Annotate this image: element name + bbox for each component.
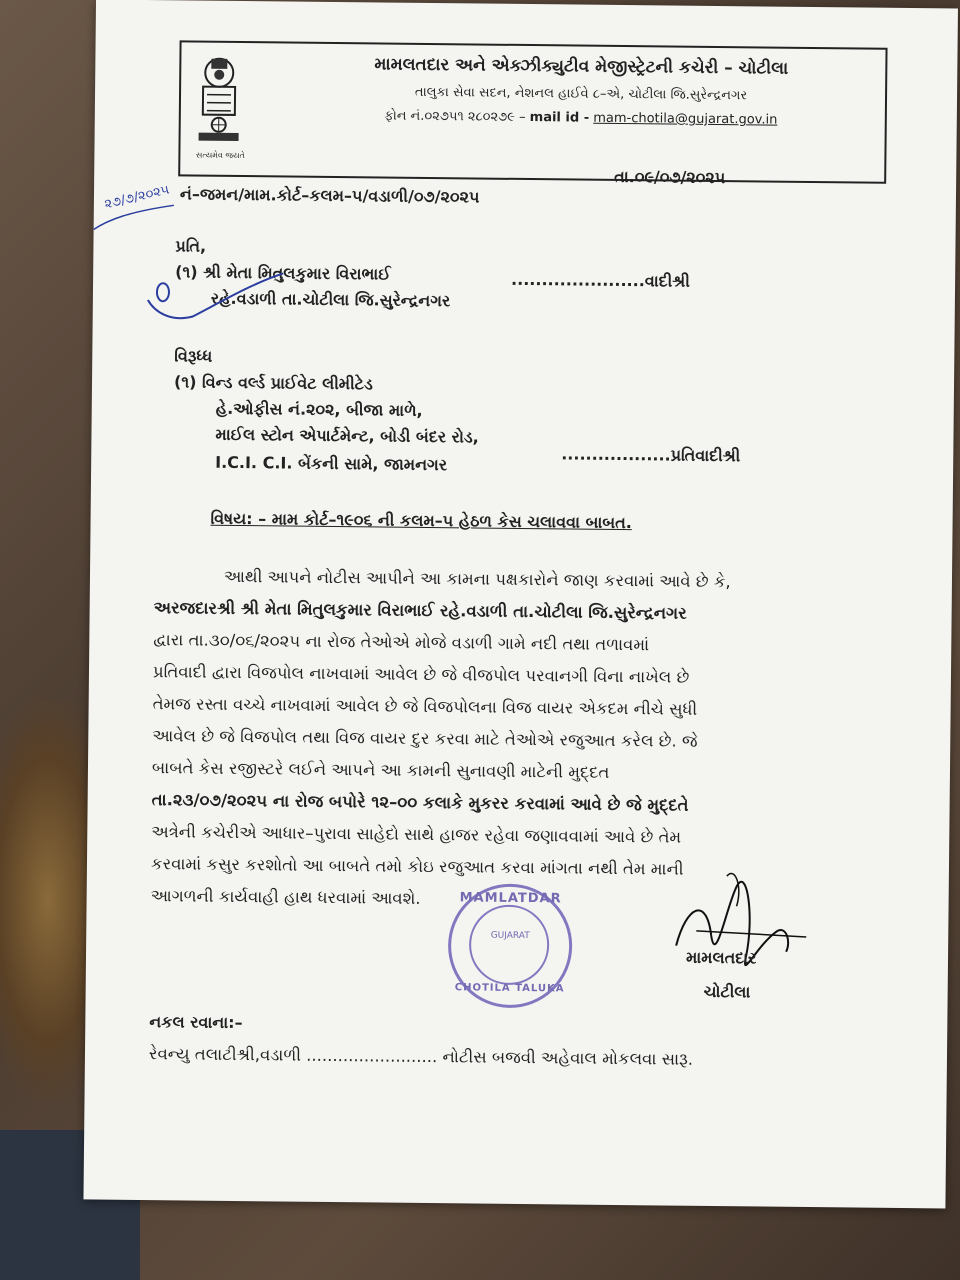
- body-line: અરજદારશ્રી શ્રી મેતા મિતુલકુમાર વિરાભાઈ રહે.વડાળી તા.ચોટીલા જિ.સુરેન્દ્રનગર: [153, 598, 687, 623]
- subject-line: વિષય: – મામ કોર્ટ–૧૯૦૬ ની કલમ–૫ હેઠળ કેસ ચલાવવા બાબત.: [210, 508, 632, 533]
- plaintiff-role: ......................વાદીશ્રી: [511, 269, 690, 291]
- respondent-office: હે.ઓફીસ નં.૨૦૨, બીજા માળે,: [215, 398, 423, 420]
- body-line: આથી આપને નોટીસ આપીને આ કામના પક્ષકારોને જાણ કરવામાં આવે છે કે,: [223, 566, 731, 592]
- office-address: તાલુકા સેવા સદન, નેશનલ હાઈવે ૮–એ, ચોટીલા જિ.સુરેન્દ્રનગર: [414, 84, 748, 104]
- to-label: પ્રતિ,: [175, 236, 207, 256]
- notice-date: તા.૦૯/૦૭/૨૦૨૫: [614, 166, 726, 188]
- signatory-place: ચોટીલા: [703, 981, 751, 1002]
- body-line: અત્રેની કચેરીએ આધાર–પુરાવા સાહેદો સાથે હાજર રહેવા જણાવવામાં આવે છે તેમ: [151, 822, 682, 847]
- hearing-date-line: તા.૨૩/૦૭/૨૦૨૫ ના રોજ બપોરે ૧૨–૦૦ કલાકે મુકરર કરવામાં આવે છે જે મુદ્દતે: [151, 790, 689, 815]
- body-line: કરવામાં કસુર કરશોતો આ બાબતે તમો કોઇ રજુઆત કરવા માંગતા નથી તેમ માની: [150, 854, 684, 879]
- body-line: દ્વારા તા.૩૦/૦૬/૨૦૨૫ ના રોજ તેઓએ મોજે વડાળી ગામે નદી તથા તળાવમાં: [153, 630, 650, 655]
- mail-label: mail id -: [529, 110, 590, 126]
- office-email: mam-chotila@gujarat.gov.in: [593, 110, 778, 128]
- office-title: મામલતદાર અને એક્ઝીક્યુટીવ મેજીસ્ટ્રેટની કચેરી – ચોટીલા: [374, 54, 789, 79]
- seal-middle-text: GUJARAT: [490, 930, 530, 942]
- plaintiff-address: રહે.વડાળી તા.ચોટીલા જિ.સુરેન્દ્રનગર: [210, 288, 451, 311]
- seal-bottom-text: CHOTILA TALUKA: [454, 982, 565, 995]
- copy-label: નકલ રવાના:–: [149, 1012, 243, 1033]
- reference-number: નં–જમન/મામ.કોર્ટ–કલમ–૫/વડાળી/૦૭/૨૦૨૫: [179, 184, 480, 207]
- against-label: વિરૂધ્ધ: [174, 346, 213, 366]
- respondent-name: (૧) વિન્ડ વર્લ્ડ પ્રાઈવેટ લીમીટેડ: [173, 372, 373, 394]
- body-line: પ્રતિવાદી દ્વારા વિજપોલ નાખવામાં આવેલ છે જે વીજપોલ પરવાનગી વિના નાખેલ છે: [152, 662, 690, 687]
- respondent-role: ..................પ્રતિવાદીશ્રી: [561, 444, 741, 466]
- body-line: બાબતે કેસ રજીસ્ટરે લઈને આપને આ કામની સુનાવણી માટેની મુદ્દત: [151, 758, 610, 782]
- office-phone: ફોન નં.૦૨૭૫૧ ૨૮૦૨૭૯ –: [384, 108, 526, 125]
- copy-line: રેવન્યુ તલાટીશ્રી,વડાળી ......................... નોટીસ બજવી અહેવાલ મોકલવા સારૂ.: [148, 1044, 694, 1069]
- handwritten-note: ૨૭/૭/૨૦૨૫: [103, 182, 171, 213]
- body-line: આવેલ છે જે વિજપોલ તથા વિજ વાયર દુર કરવા માટે તેઓએ રજુઆત કરેલ છે. જે: [152, 726, 698, 751]
- notice-paper: [83, 0, 958, 1208]
- plaintiff-name: (૧) શ્રી મેતા મિતુલકુમાર વિરાભાઈ: [175, 262, 391, 284]
- seal-top-text: MAMLATDAR: [459, 890, 562, 907]
- body-line: આગળની કાર્યવાહી હાથ ધરવામાં આવશે.: [150, 886, 421, 908]
- signatory-title: મામલતદાર: [685, 947, 757, 968]
- respondent-landmark: I.C.I. C.I. બેંકની સામે, જામનગર: [215, 452, 448, 475]
- body-line: તેમજ રસ્તા વચ્ચે નાખવામાં આવેલ છે જે વિજપોલના વિજ વાયર એકદમ નીચે સુધી: [152, 694, 698, 719]
- emblem-motto: સત્યમેવ જયતે: [195, 150, 245, 161]
- respondent-building: માઈલ સ્ટોન એપાર્ટમેન્ટ, બોડી બંદર રોડ,: [215, 424, 479, 447]
